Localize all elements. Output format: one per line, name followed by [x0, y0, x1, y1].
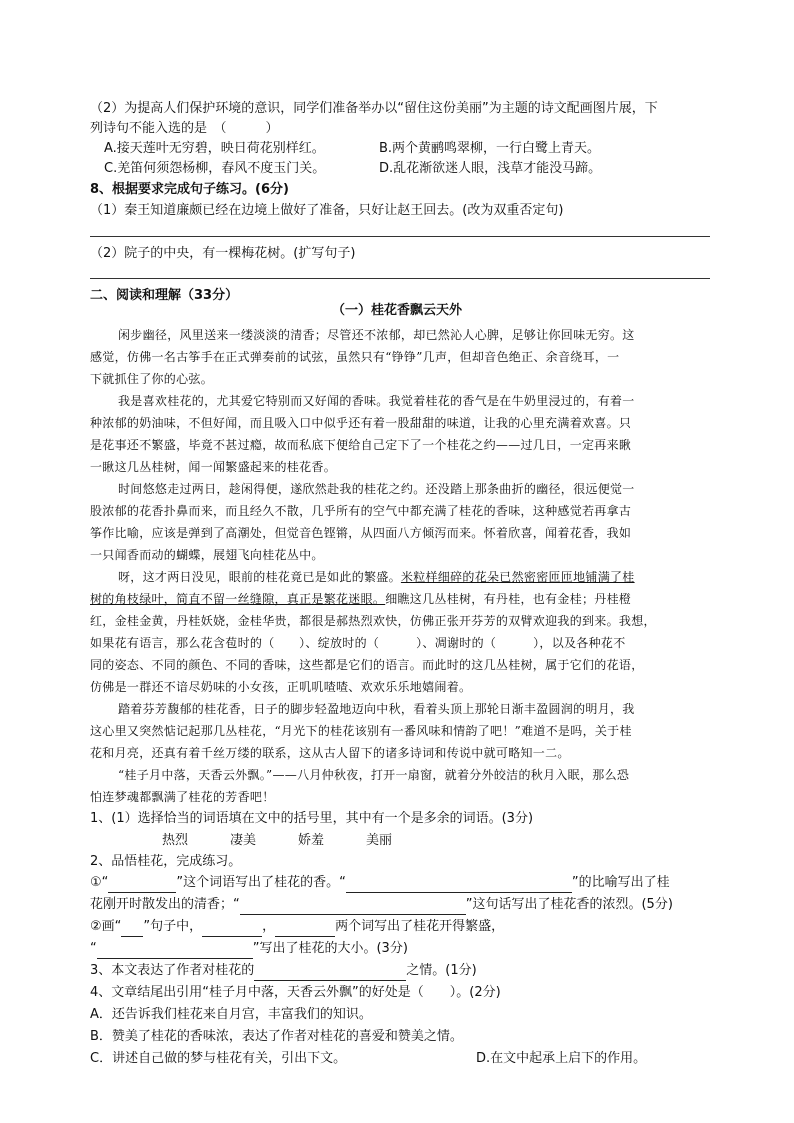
- fill-blank[interactable]: [97, 944, 253, 959]
- passage-line: 股浓郁的花香扑鼻而来，而且经久不散，几乎所有的空气中都充满了桂花的香味，这种感觉若再拿古: [90, 504, 632, 518]
- word-option: 美丽: [366, 833, 393, 848]
- q8-sentence-1: （1）秦王知道廉颇已经在边境上做好了准备，只好让赵王回去。(改为双重否定句): [90, 203, 564, 218]
- passage-line: 这心里又突然惦记起那几丛桂花，“月光下的桂花该别有一番风味和情韵了吧！”难道不是吗，关于桂: [90, 724, 632, 738]
- fill-blank[interactable]: [202, 922, 262, 937]
- q2-text: ”这个词语写出了桂花的香。“: [176, 875, 346, 890]
- passage-line: 一只闻香而动的蝴蝶，展翅飞向桂花丛中。: [90, 548, 324, 562]
- fill-blank[interactable]: [108, 878, 176, 893]
- q2-text: “: [90, 941, 97, 956]
- answer-line-2[interactable]: [90, 278, 710, 279]
- q2-text: ”这句话写出了桂花香的浓烈。(5分): [465, 897, 673, 912]
- q4-option-a: A．还告诉我们桂花来自月宫，丰富我们的知识。: [90, 1007, 372, 1022]
- q7-stem-line2: 列诗句不能入选的是 （ ）: [90, 121, 279, 136]
- q2-text: ”的比喻写出了桂: [571, 875, 670, 890]
- passage-line: 红，金桂金黄，丹桂妖娆，金桂华贵，都很是郝热烈欢快，仿佛正张开芬芳的双臂欢迎我的到来。我想，: [90, 614, 656, 628]
- passage-text: 呀，这才两日没见，眼前的桂花竟已是如此的繁盛。: [118, 570, 401, 584]
- q8-sentence-2: （2）院子的中央，有一棵梅花树。(扩写句子): [90, 246, 356, 261]
- q4-option-d: D.在文中起承上启下的作用。: [476, 1051, 647, 1066]
- q2-text: ②画“: [90, 919, 122, 934]
- underlined-sentence: 树的角枝绿叶，简直不留一丝缝隙，真正是繁花迷眼。: [90, 592, 386, 606]
- q2-text: ①“: [90, 875, 109, 890]
- q7-option-c: C.羌笛何须怨杨柳，春风不度玉门关。: [104, 161, 326, 176]
- question-2-line-2: [90, 895, 673, 915]
- section-heading: 二、阅读和理解（33分）: [90, 288, 239, 303]
- fill-blank[interactable]: [346, 878, 572, 893]
- passage-line: 仿佛是一群还不谙尽奶味的小女孩，正叽叽喳喳、欢欢乐乐地嬉闹着。: [90, 680, 472, 694]
- question-2-line-1: [90, 873, 670, 893]
- passage-line: 怕连梦魂都飘满了桂花的芳香吧！: [90, 790, 275, 804]
- passage-line: 踏着芬芳馥郁的桂花香，日子的脚步轻盈地迈向中秋，看着头顶上那轮日渐丰盈圆润的明月，我: [118, 702, 635, 716]
- word-option: 娇羞: [298, 833, 325, 848]
- question-1: 1、(1）选择恰当的词语填在文中的括号里，其中有一个是多余的词语。(3分): [90, 811, 534, 826]
- passage-line: 感觉，仿佛一名古筝手在正式弹奏前的试弦，虽然只有“铮铮”几声，但却音色绝正、余音绕耳，一: [90, 350, 620, 364]
- passage-line: 时间悠悠走过两日，趁闲得便，遂欣然赴我的桂花之约。还没踏上那条曲折的幽径，很远便觉一: [118, 482, 635, 496]
- fill-blank[interactable]: [254, 966, 406, 981]
- fill-blank[interactable]: [121, 922, 143, 937]
- question-3: [90, 961, 477, 981]
- passage-line: 是花事还不繁盛，毕竟不甚过瘾，故而私底下便给自己定下了一个桂花之约——过几日，一定再来瞅: [90, 438, 632, 452]
- q7-option-a: A.接天莲叶无穷碧，映日荷花别样红。: [104, 141, 325, 156]
- underlined-sentence: 米粒样细碎的花朵已然密密匝匝地铺满了桂: [400, 570, 635, 584]
- passage-line: 同的姿态、不同的颜色、不同的香味，这些都是它们的语言。而此时的这几丛桂树，属于它们的花语，: [90, 658, 644, 672]
- passage-line: [90, 589, 631, 609]
- fill-blank[interactable]: [275, 922, 335, 937]
- passage-line: 闲步幽径，风里送来一缕淡淡的清香；尽管还不浓郁，却已然沁人心脾，足够让你回味无穷。这: [118, 328, 635, 342]
- q4-option-c: C．讲述自己做的梦与桂花有关，引出下文。: [90, 1051, 347, 1066]
- word-option: 凄美: [230, 833, 257, 848]
- answer-line-1[interactable]: [90, 236, 710, 237]
- passage-line: 花和月亮，还真有着千丝万缕的联系，这从古人留下的诸多诗词和传说中就可略知一二。: [90, 746, 570, 760]
- passage-line: 一瞅这几丛桂树，闻一闻繁盛起来的桂花香。: [90, 460, 337, 474]
- passage-line: 如果花有语言，那么花含苞时的（ ）、绽放时的（ ）、凋谢时的（ ），以及各种花不: [90, 636, 626, 650]
- question-2-line-4: [90, 939, 408, 959]
- q2-text: ，: [262, 919, 276, 934]
- passage-line: 种浓郁的奶油味，不但好闻，而且吸入口中似乎还有着一股甜甜的味道，让我的心里充满着欢喜。只: [90, 416, 632, 430]
- q8-title: 8、根据要求完成句子练习。(6分): [90, 182, 289, 197]
- q7-option-b: B.两个黄鹂鸣翠柳，一行白鹭上青天。: [379, 141, 601, 156]
- passage-text: 细瞧这几丛桂树，有丹桂，也有金桂；丹桂橙: [385, 592, 632, 606]
- q2-text: ”写出了桂花的大小。(3分): [252, 941, 408, 956]
- passage-line: 筝作比喻，应该是弹到了高潮处，但觉音色铿锵，从四面八方倾泻而来。怀着欣喜，闻着花香，我如: [90, 526, 632, 540]
- q7-stem-line1: （2）为提高人们保护环境的意识，同学们准备举办以“留住这份美丽”为主题的诗文配画图片展，下: [90, 101, 658, 116]
- q2-text: 花刚开时散发出的清香；“: [90, 897, 240, 912]
- passage-line: [118, 567, 635, 587]
- passage-line: 我是喜欢桂花的，尤其爱它特别而又好闻的香味。我觉着桂花的香气是在牛奶里浸过的，有着一: [118, 394, 635, 408]
- fill-blank[interactable]: [240, 900, 466, 915]
- q4-option-b: B．赞美了桂花的香味浓，表达了作者对桂花的喜爱和赞美之情。: [90, 1029, 463, 1044]
- question-2-line-3: [90, 917, 504, 937]
- word-option: 热烈: [162, 833, 189, 848]
- q2-text: 两个词写出了桂花开得繁盛，: [335, 919, 505, 934]
- q7-option-d: D.乱花渐欲迷人眼，浅草才能没马蹄。: [379, 161, 602, 176]
- question-2: 2、品悟桂花，完成练习。: [90, 854, 242, 869]
- question-4: 4、文章结尾出引用“桂子月中落，天香云外飘”的好处是（ ）。(2分): [90, 985, 501, 1000]
- passage-line: 下就抓住了你的心弦。: [90, 372, 214, 386]
- passage-title: （一）桂花香飘云天外: [331, 303, 462, 318]
- passage-line: “桂子月中落，天香云外飘。”——八月仲秋夜，打开一扇窗，就着分外皎洁的秋月入眠，那么恐: [118, 768, 630, 782]
- q3-text: 之情。(1分): [406, 963, 477, 978]
- q2-text: ”句子中，: [143, 919, 203, 934]
- q3-text: 3、本文表达了作者对桂花的: [90, 963, 255, 978]
- word-bank: [162, 831, 434, 851]
